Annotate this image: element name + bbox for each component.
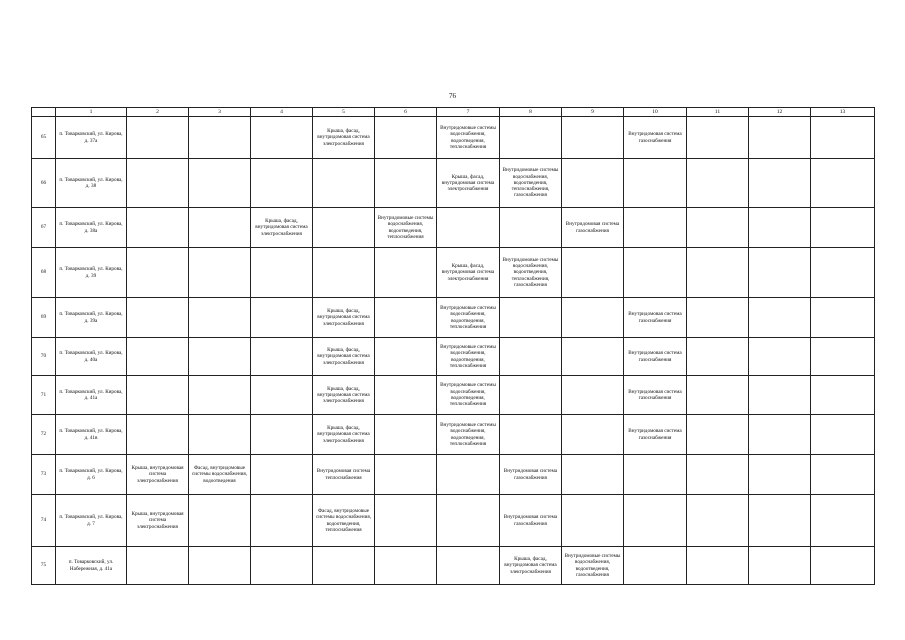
header-cell: 13 [811, 108, 875, 117]
work-cell [749, 376, 811, 415]
work-cell [313, 248, 375, 298]
work-cell [500, 376, 562, 415]
header-cell: 3 [189, 108, 251, 117]
work-cell [749, 455, 811, 495]
work-cell: Крыша, фасад, внутридомовая система электроснабжения [313, 117, 375, 159]
work-cell: Внутридомовая система газоснабжения [624, 338, 687, 376]
header-cell: 1 [56, 108, 127, 117]
work-cell [251, 248, 313, 298]
work-cell [562, 415, 624, 455]
work-cell: Внутридомовые системы водоснабжения, водоотведения, теплоснабжения [437, 338, 500, 376]
work-cell [500, 117, 562, 159]
work-cell [687, 208, 749, 248]
work-cell: Крыша, фасад, внутридомовая система электроснабжения [313, 298, 375, 338]
work-cell: Внутридомовые системы водоснабжения, водоотведения, теплоснабжения [375, 208, 437, 248]
address-cell: п. Товарковский, ул. Кирова, д. 40а [56, 338, 127, 376]
work-cell [189, 415, 251, 455]
work-cell [500, 208, 562, 248]
work-cell [687, 415, 749, 455]
table-row [32, 376, 875, 415]
work-cell [562, 117, 624, 159]
address-cell: п. Товарковский, ул. Кирова, д. 41в [56, 415, 127, 455]
work-cell [687, 495, 749, 547]
work-cell [811, 547, 875, 585]
work-cell [127, 376, 189, 415]
work-cell [811, 248, 875, 298]
work-cell [687, 338, 749, 376]
work-cell [687, 248, 749, 298]
work-cell: Крыша, фасад, внутридомовая система электроснабжения [313, 338, 375, 376]
work-cell [624, 159, 687, 208]
work-cell [749, 547, 811, 585]
work-cell [437, 208, 500, 248]
work-cell [562, 455, 624, 495]
work-cell [687, 376, 749, 415]
address-cell: п. Товарковский, ул. Кирова, д. 39а [56, 298, 127, 338]
work-cell [375, 547, 437, 585]
work-cell [375, 298, 437, 338]
row-number: 74 [32, 495, 56, 547]
work-cell [749, 338, 811, 376]
work-cell [811, 298, 875, 338]
work-cell: Внутридомовая система теплоснабжения [313, 455, 375, 495]
work-cell [437, 547, 500, 585]
table-row [32, 298, 875, 338]
work-cell [251, 117, 313, 159]
work-cell [749, 495, 811, 547]
work-cell [562, 248, 624, 298]
work-cell [127, 547, 189, 585]
row-number: 75 [32, 547, 56, 585]
work-cell [127, 298, 189, 338]
row-number: 66 [32, 159, 56, 208]
work-cell [251, 455, 313, 495]
work-cell [624, 208, 687, 248]
work-cell: Фасад, внутридомовые системы водоснабжения, водоотведения, теплоснабжения [313, 495, 375, 547]
work-cell: Крыша, внутридомовая система электроснабжения [127, 495, 189, 547]
header-cell: 4 [251, 108, 313, 117]
work-cell [189, 338, 251, 376]
work-cell [749, 117, 811, 159]
work-cell [562, 298, 624, 338]
work-cell [437, 455, 500, 495]
work-cell [375, 455, 437, 495]
work-cell [687, 455, 749, 495]
work-cell: Крыша, фасад, внутридомовая система электроснабжения [313, 415, 375, 455]
work-cell [500, 298, 562, 338]
work-cell: Внутридомовая система газоснабжения [624, 415, 687, 455]
work-cell [189, 208, 251, 248]
work-cell [749, 248, 811, 298]
table-row [32, 338, 875, 376]
address-cell: п. Товарковский, ул. Кирова, д. 38а [56, 208, 127, 248]
header-cell: 6 [375, 108, 437, 117]
work-cell [437, 495, 500, 547]
work-cell: Внутридомовые системы водоснабжения, водоотведения, теплоснабжения [437, 415, 500, 455]
work-cell [562, 376, 624, 415]
work-cell [251, 547, 313, 585]
page-number: 76 [449, 92, 456, 100]
work-cell: Внутридомовые системы водоснабжения, водоотведения, газоснабжения [562, 547, 624, 585]
work-cell: Крыша, фасад, внутридомовая система электроснабжения [251, 208, 313, 248]
repair-schedule-table [31, 107, 875, 585]
work-cell: Крыша, фасад, внутридомовая система электроснабжения [500, 547, 562, 585]
address-cell: п. Товарковский, ул. Кирова, д. 41а [56, 376, 127, 415]
work-cell [811, 208, 875, 248]
work-cell [375, 117, 437, 159]
work-cell [313, 208, 375, 248]
work-cell [189, 117, 251, 159]
work-cell [749, 415, 811, 455]
work-cell [375, 159, 437, 208]
work-cell: Внутридомовая система газоснабжения [624, 298, 687, 338]
header-cell: 9 [562, 108, 624, 117]
row-number: 68 [32, 248, 56, 298]
work-cell: Крыша, фасад, внутридомовая система электроснабжения [313, 376, 375, 415]
row-number: 72 [32, 415, 56, 455]
work-cell: Внутридомовая система газоснабжения [500, 495, 562, 547]
work-cell [127, 208, 189, 248]
work-cell: Крыша, фасад, внутридомовая система электроснабжения [437, 248, 500, 298]
work-cell: Внутридомовая система газоснабжения [624, 117, 687, 159]
work-cell: Внутридомовая система газоснабжения [500, 455, 562, 495]
table-row [32, 208, 875, 248]
address-cell: п. Товарковский, ул. Кирова, д. 37а [56, 117, 127, 159]
work-cell [313, 159, 375, 208]
work-cell: Внутридомовая система газоснабжения [562, 208, 624, 248]
row-number: 73 [32, 455, 56, 495]
work-cell [189, 547, 251, 585]
work-cell [500, 338, 562, 376]
row-number: 65 [32, 117, 56, 159]
row-number: 67 [32, 208, 56, 248]
work-cell [811, 338, 875, 376]
work-cell [189, 376, 251, 415]
work-cell [687, 159, 749, 208]
work-cell [749, 298, 811, 338]
work-cell [687, 298, 749, 338]
header-cell: 12 [749, 108, 811, 117]
work-cell [189, 248, 251, 298]
work-cell: Крыша, фасад, внутридомовая система электроснабжения [437, 159, 500, 208]
column-number-row [32, 108, 875, 117]
work-cell [500, 415, 562, 455]
work-cell [811, 415, 875, 455]
work-cell [811, 495, 875, 547]
work-cell: Внутридомовая система газоснабжения [624, 376, 687, 415]
work-cell [687, 117, 749, 159]
address-cell: п. Товарковский, ул. Кирова, д. 7 [56, 495, 127, 547]
table-row [32, 415, 875, 455]
work-cell [749, 159, 811, 208]
work-cell [251, 338, 313, 376]
address-cell: п. Товарковский, ул. Набережная, д. 41а [56, 547, 127, 585]
work-cell: Внутридомовые системы водоснабжения, водоотведения, теплоснабжения [437, 376, 500, 415]
work-cell [375, 338, 437, 376]
work-cell [811, 376, 875, 415]
work-cell [624, 547, 687, 585]
row-number: 69 [32, 298, 56, 338]
work-cell [375, 248, 437, 298]
work-cell [127, 338, 189, 376]
table-row [32, 117, 875, 159]
header-cell: 2 [127, 108, 189, 117]
work-cell [127, 159, 189, 208]
work-cell [189, 495, 251, 547]
work-cell: Крыша, внутридомовая система электроснабжения [127, 455, 189, 495]
header-cell: 11 [687, 108, 749, 117]
header-cell: 7 [437, 108, 500, 117]
work-cell [749, 208, 811, 248]
work-cell [562, 338, 624, 376]
work-cell: Внутридомовые системы водоснабжения, водоотведения, теплоснабжения, газоснабжения [500, 159, 562, 208]
work-cell [251, 376, 313, 415]
table-row [32, 547, 875, 585]
header-cell: 8 [500, 108, 562, 117]
header-cell-blank [32, 108, 56, 117]
address-cell: п. Товарковский, ул. Кирова, д. 39 [56, 248, 127, 298]
work-cell: Внутридомовые системы водоснабжения, водоотведения, теплоснабжения [437, 298, 500, 338]
work-cell [313, 547, 375, 585]
work-cell [811, 159, 875, 208]
header-cell: 10 [624, 108, 687, 117]
work-cell [127, 248, 189, 298]
table-row [32, 495, 875, 547]
row-number: 71 [32, 376, 56, 415]
work-cell [375, 495, 437, 547]
table-row [32, 159, 875, 208]
work-cell [251, 415, 313, 455]
work-cell [562, 159, 624, 208]
work-cell [251, 159, 313, 208]
work-cell [189, 159, 251, 208]
work-cell [624, 248, 687, 298]
work-cell [687, 547, 749, 585]
work-cell: Внутридомовые системы водоснабжения, водоотведения, теплоснабжения [437, 117, 500, 159]
work-cell: Внутридомовые системы водоснабжения, водоотведения, теплоснабжения, газоснабжения [500, 248, 562, 298]
work-cell [624, 455, 687, 495]
work-cell [189, 298, 251, 338]
work-cell [375, 415, 437, 455]
header-cell: 5 [313, 108, 375, 117]
row-number: 70 [32, 338, 56, 376]
work-cell [251, 495, 313, 547]
work-cell [562, 495, 624, 547]
work-cell [375, 376, 437, 415]
work-cell [127, 117, 189, 159]
work-cell [127, 415, 189, 455]
work-cell [251, 298, 313, 338]
work-cell [811, 455, 875, 495]
address-cell: п. Товарковский, ул. Кирова, д. 6 [56, 455, 127, 495]
work-cell [624, 495, 687, 547]
table-row [32, 455, 875, 495]
work-cell [811, 117, 875, 159]
address-cell: п. Товарковский, ул. Кирова, д. 38 [56, 159, 127, 208]
table-row [32, 248, 875, 298]
work-cell: Фасад, внутридомовые системы водоснабжения, водоотведения [189, 455, 251, 495]
